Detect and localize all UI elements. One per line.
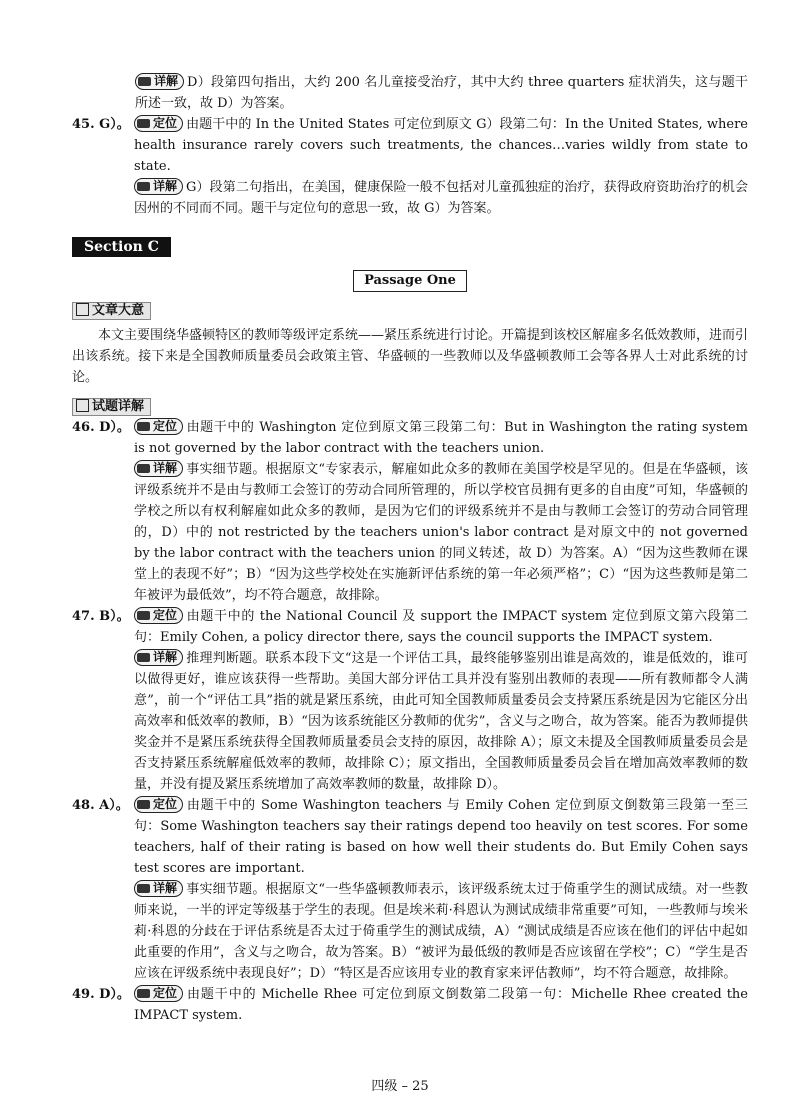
page-footer: 四级 – 25	[371, 1079, 429, 1094]
explain-tag: 详解	[134, 178, 183, 195]
summary-text: 本文主要围绕华盛顿特区的教师等级评定系统——紧压系统进行讨论。开篇提到该校区解雇多名低效教师，进而引出该系统。接下来是全国教师质量委员会政策主管、华盛顿的一些教师以及华盛顿教师工会等各界人士对此系统的讨论。	[72, 328, 749, 385]
locate-icon	[137, 989, 150, 998]
explain-paragraph: 详解 G）段第二句指出，在美国，健康保险一般不包括对儿童孤独症的治疗，获得政府资助治疗的机会因州的不同而不同。题干与定位句的意思一致，故 G）为答案。	[134, 179, 748, 216]
question-number: 47. B）。	[72, 609, 130, 624]
locate-paragraph: 定位 由题干中的 the National Council 及 support the IMPACT system 定位到原文第六段第二句：Emily Cohen, a policy director there, says the council supports the IMPACT system.	[134, 608, 748, 645]
locate-tag: 定位	[134, 985, 183, 1002]
explain-paragraph: 详解 事实细节题。根据原文“一些华盛顿教师表示，该评级系统太过于倚重学生的测试成绩。对一些教师来说，一半的评定等级基于学生的表现。但是埃米莉·科恩认为测试成绩非常重要”可知，一些教师与埃米莉·科恩的分歧在于评估系统是否太过于倚重学生的测试成绩，A）“测试成绩是否应该在他们的评估中起如此重要的作用”，含义与之吻合，故为答案。B）“被评为最低级的教师是否应该留在学校”；C）“学生是否应该在评级系统中表现良好”；D）“特区是否应该用专业的教育家来评估教师”，均不符合题意，故排除。	[134, 881, 748, 981]
explain-paragraph: 详解 事实细节题。根据原文“专家表示，解雇如此众多的教师在美国学校是罕见的。但是在华盛顿，该评级系统并不是由与教师工会签订的劳动合同所管理的，所以学校官员拥有更多的自由度”可知，华盛顿的学校之所以有权利解雇如此众多的教师，是因为它们的评级系统并不是由与教师工会签订的劳动合同管理的，D）中的 not restricted by the teachers union's labor contract 是对原文中的 not governed by the labor contract with the teachers union 的同义转述，故 D）为答案。A）“因为这些教师在课堂上的表现不好”；B）“因为这些学校处在实施新评估系统的第一年必须严格”；C）“因为这些教师是第二年被评为最低效”，均不符合题意，故排除。	[134, 461, 748, 603]
locate-paragraph: 定位 由题干中的 In the United States 可定位到原文 G）段第二句：In the United States, where health insurance rarely covers such treatments, the chances…varies wildly from state to state.	[134, 116, 748, 174]
locate-tag: 定位	[134, 607, 183, 624]
explain-tag: 详解	[134, 649, 183, 666]
locate-tag: 定位	[134, 418, 183, 435]
question-49	[72, 984, 748, 1026]
section-heading: Section C	[72, 237, 171, 257]
detail-heading: 试题详解	[72, 398, 151, 416]
question-number: 49. D）。	[72, 987, 130, 1002]
explain-icon	[137, 182, 150, 191]
explain-tag: 详解	[135, 73, 184, 90]
explain-icon	[137, 653, 150, 662]
explain-tag: 详解	[134, 880, 183, 897]
explain-icon	[138, 77, 151, 86]
locate-tag: 定位	[134, 796, 183, 813]
question-number: 48. A）。	[72, 798, 129, 813]
locate-icon	[137, 119, 150, 128]
question-47	[72, 606, 748, 795]
question-number: 45. G）。	[72, 117, 130, 132]
question-45	[72, 114, 748, 219]
locate-paragraph: 定位 由题干中的 Washington 定位到原文第三段第二句：But in Washington the rating system is not governed by the labor contract with the teachers union.	[134, 419, 748, 456]
locate-paragraph: 定位 由题干中的 Michelle Rhee 可定位到原文倒数第二段第一句：Michelle Rhee created the IMPACT system.	[134, 986, 748, 1023]
explain-tag: 详解	[134, 460, 183, 477]
summary-heading: 文章大意	[72, 302, 151, 320]
question-48	[72, 795, 748, 984]
explain-icon	[137, 464, 150, 473]
locate-tag: 定位	[134, 115, 183, 132]
question-number: 46. D）。	[72, 420, 130, 435]
top-explanation: 详解 D）段第四句指出，大约 200 名儿童接受治疗，其中大约 three quarters 症状消失，这与题干所述一致，故 D）为答案。	[135, 74, 748, 111]
locate-icon	[137, 611, 150, 620]
detail-icon	[76, 399, 89, 412]
explain-paragraph: 详解 推理判断题。联系本段下文“这是一个评估工具，最终能够鉴别出谁是高效的，谁是低效的，谁可以做得更好，谁应该获得一些帮助。美国大部分评估工具并没有鉴别出教师的表现——所有教师都令人满意”，前一个“评估工具”指的就是紧压系统，由此可知全国教师质量委员会支持紧压系统是因为它能区分出高效率和低效率的教师，B）“因为该系统能区分教师的优劣”，含义与之吻合，故为答案。能否为教师提供奖金并不是紧压系统获得全国教师质量委员会支持的原因，故排除 A）；原文未提及全国教师质量委员会是否支持紧压系统解雇低效率的教师，故排除 C）；原文指出，全国教师质量委员会旨在增加高效率教师的数量，并没有提及紧压系统增加了高效率教师的数量，故排除 D）。	[134, 650, 748, 792]
locate-paragraph: 定位 由题干中的 Some Washington teachers 与 Emily Cohen 定位到原文倒数第三段第一至三句：Some Washington teachers say their ratings depend too heavily on test scores. For some teachers, half of their rating is based on how well their students do. But Emily Cohen says test scores are important.	[134, 797, 748, 876]
locate-icon	[137, 422, 150, 431]
explain-icon	[137, 884, 150, 893]
question-46	[72, 417, 748, 606]
passage-title: Passage One	[353, 270, 467, 292]
summary-icon	[76, 303, 89, 316]
locate-icon	[137, 800, 150, 809]
